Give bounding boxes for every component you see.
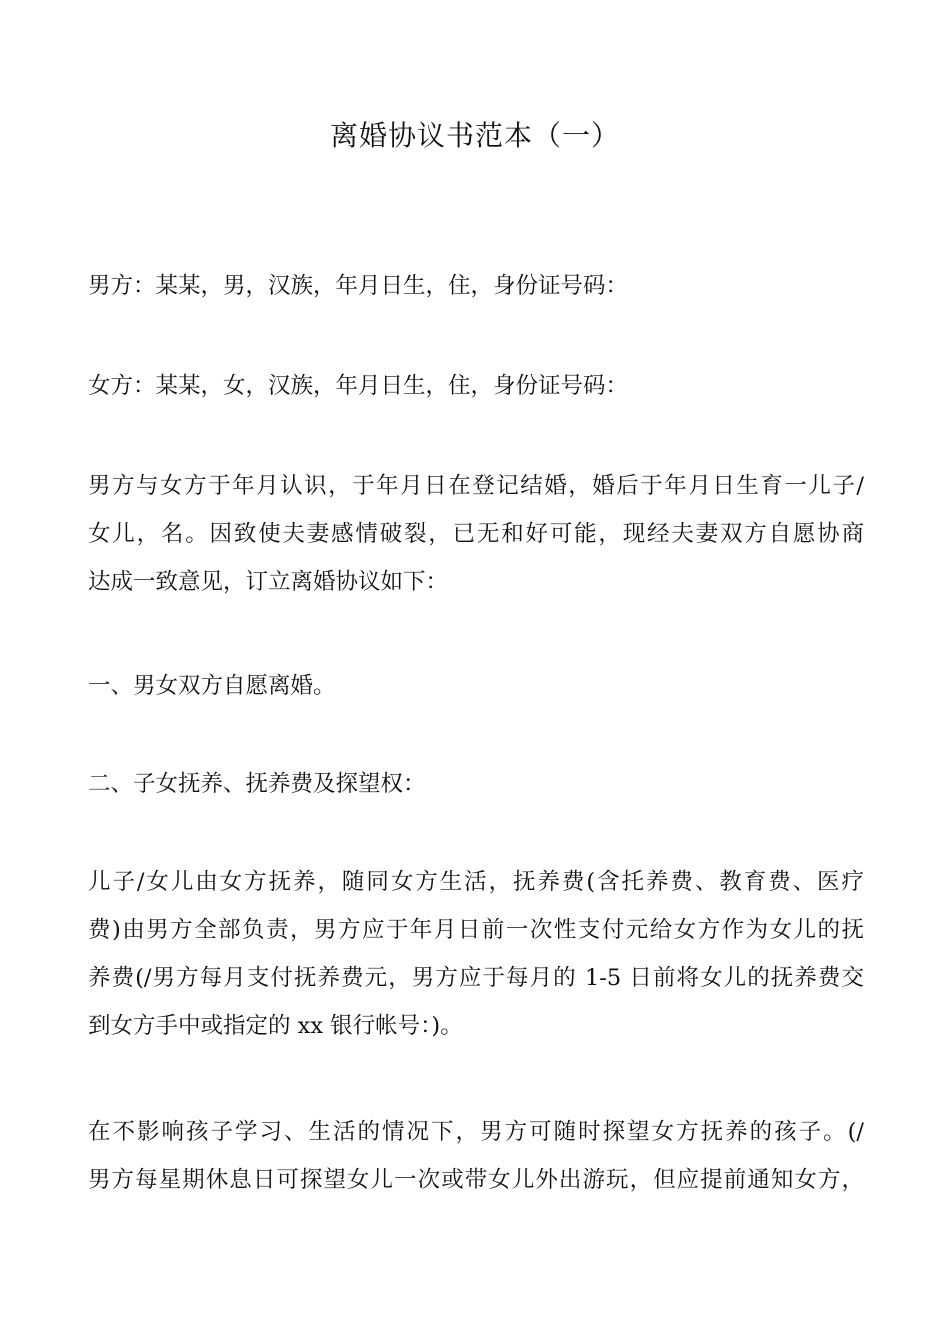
visitation-line-2: 男方每星期休息日可探望女儿一次或带女儿外出游玩，但应提前通知女方， (88, 1167, 864, 1193)
paragraph-male-party (88, 262, 864, 310)
document-title: 离婚协议书范本（一） (329, 119, 620, 152)
female-party-line: 女方：某某，女，汉族，年月日生，住，身份证号码： (88, 373, 629, 399)
visitation-line-1: 在不影响孩子学习、生活的情况下，男方可随时探望女方抚养的孩子。(/ (88, 1119, 864, 1145)
custody-line-3: 养费(/男方每月支付抚养费元，男方应于每月的 1-5 日前将女儿的抚养费交 (88, 965, 864, 991)
custody-line-1: 儿子/女儿由女方抚养，随同女方生活，抚养费(含托养费、教育费、医疗 (88, 869, 864, 895)
custody-line-2: 费)由男方全部负责，男方应于年月日前一次性支付元给女方作为女儿的抚 (88, 917, 864, 943)
background-line-2: 女儿，名。因致使夫妻感情破裂，已无和好可能，现经夫妻双方自愿协商 (88, 521, 864, 547)
paragraph-visitation (88, 1108, 864, 1204)
male-party-line: 男方：某某，男，汉族，年月日生，住，身份证号码： (88, 273, 629, 299)
background-line-3: 达成一致意见，订立离婚协议如下： (88, 569, 449, 595)
paragraph-clause-1 (88, 662, 864, 710)
custody-line-4: 到女方手中或指定的 xx 银行帐号：)。 (88, 1013, 463, 1039)
paragraph-female-party (88, 362, 864, 410)
clause-2-line: 二、子女抚养、抚养费及探望权： (88, 771, 426, 797)
background-line-1: 男方与女方于年月认识，于年月日在登记结婚，婚后于年月日生育一儿子/ (88, 473, 864, 499)
paragraph-custody (88, 858, 864, 1050)
paragraph-clause-2 (88, 760, 864, 808)
clause-1-line: 一、男女双方自愿离婚。 (88, 673, 336, 699)
paragraph-background (88, 462, 864, 606)
